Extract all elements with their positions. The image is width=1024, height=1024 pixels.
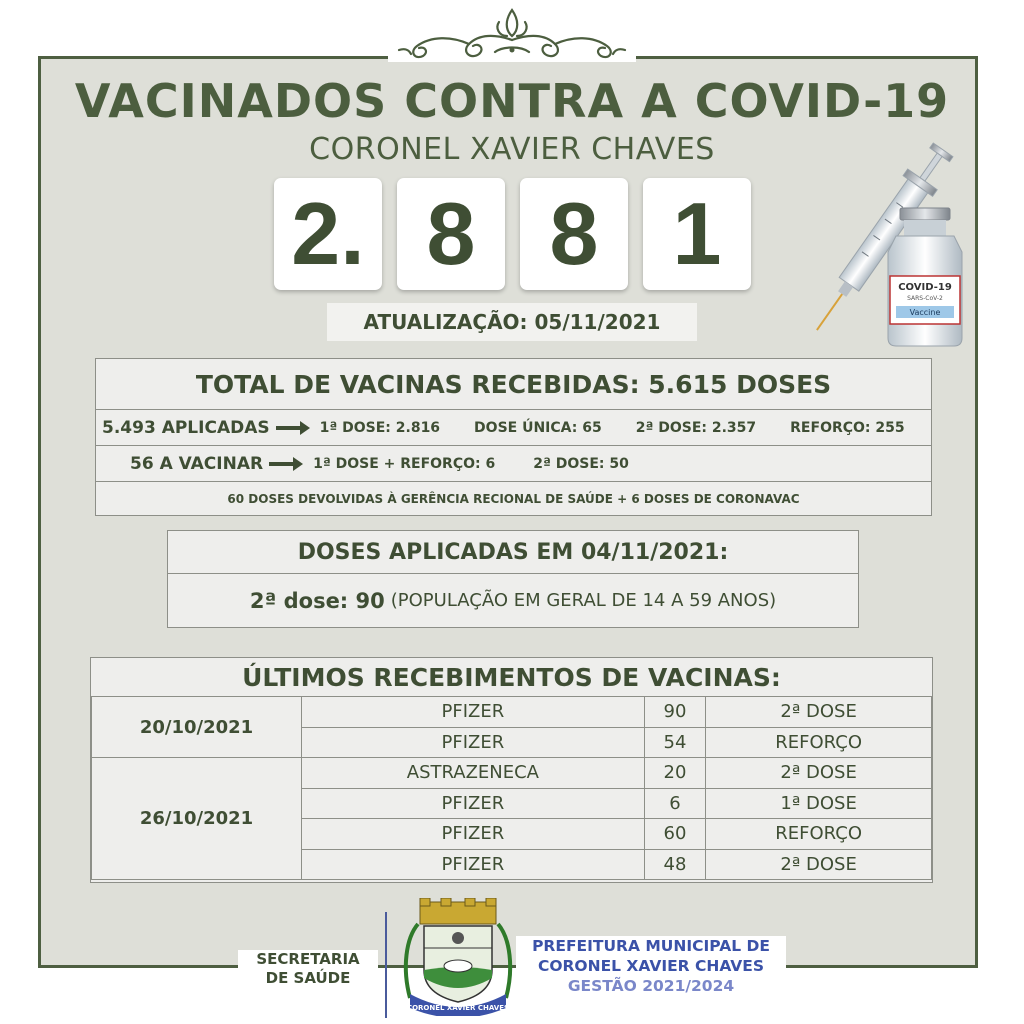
daily-title: DOSES APLICADAS EM 04/11/2021: — [297, 539, 729, 565]
counter-digit-1: 2. — [274, 178, 382, 290]
vaccine-qty: 60 — [644, 819, 705, 850]
vial-label-vaccine: Vaccine — [909, 308, 941, 317]
vaccine-qty: 48 — [644, 849, 705, 880]
pending-label: 56 A VACINAR — [130, 453, 264, 474]
prefeitura-line1: PREFEITURA MUNICIPAL DE — [532, 937, 770, 955]
vaccine-dose: 1ª DOSE — [706, 788, 932, 819]
vaccine-name: PFIZER — [302, 819, 645, 850]
receipt-date: 26/10/2021 — [92, 758, 302, 880]
update-date: ATUALIZAÇÃO: 05/11/2021 — [327, 303, 697, 341]
returned-doses: 60 DOSES DEVOLVIDAS À GERÊNCIA RECIONAL DE SAÚDE + 6 DOSES DE CORONAVAC — [96, 481, 931, 515]
city-name: CORONEL XAVIER CHAVES — [309, 132, 715, 167]
received-title: TOTAL DE VACINAS RECEBIDAS: 5.615 DOSES — [195, 369, 832, 399]
latest-title: ÚLTIMOS RECEBIMENTOS DE VACINAS: — [242, 662, 781, 692]
daily-dose-count: 2ª dose: 90 — [249, 588, 385, 613]
pending-first-booster: 1ª DOSE + REFORÇO: 6 — [313, 455, 496, 472]
vaccine-qty: 90 — [644, 697, 705, 728]
arrow-right-icon — [276, 421, 310, 435]
counter-digit-3: 8 — [520, 178, 628, 290]
applied-first-dose: 1ª DOSE: 2.816 — [319, 419, 441, 436]
vaccine-qty: 54 — [644, 727, 705, 758]
daily-row — [168, 573, 858, 627]
vaccine-qty: 6 — [644, 788, 705, 819]
pending-second-dose: 2ª DOSE: 50 — [533, 455, 629, 472]
city-hall-label — [516, 936, 786, 996]
applied-second-dose: 2ª DOSE: 2.357 — [635, 419, 757, 436]
receipts-table — [91, 696, 932, 880]
vial-label-sars: SARS-CoV-2 — [907, 295, 943, 302]
counter-digit-2: 8 — [397, 178, 505, 290]
vaccine-name: PFIZER — [302, 788, 645, 819]
vaccine-name: PFIZER — [302, 727, 645, 758]
vial-label-covid: COVID-19 — [898, 282, 952, 293]
footer-divider — [385, 912, 387, 1018]
ornament-flourish-icon — [395, 6, 629, 64]
table-row — [92, 758, 932, 789]
vaccine-dose: REFORÇO — [706, 727, 932, 758]
vaccine-dose: 2ª DOSE — [706, 758, 932, 789]
health-department-label — [238, 950, 378, 988]
secretaria-line1: SECRETARIA — [256, 950, 360, 968]
counter-digit-4: 1 — [643, 178, 751, 290]
gestao-period: GESTÃO 2021/2024 — [567, 977, 735, 995]
received-vaccines-box — [95, 358, 932, 516]
vaccine-dose: 2ª DOSE — [706, 849, 932, 880]
receipt-date: 20/10/2021 — [92, 697, 302, 758]
municipal-crest-icon — [396, 898, 520, 1016]
vaccine-name: ASTRAZENECA — [302, 758, 645, 789]
prefeitura-line2: CORONEL XAVIER CHAVES — [537, 957, 765, 975]
arrow-right-icon — [269, 457, 303, 471]
vaccine-dose: 2ª DOSE — [706, 697, 932, 728]
applied-row — [96, 409, 931, 445]
applied-booster: REFORÇO: 255 — [790, 419, 905, 436]
table-row — [92, 697, 932, 728]
crest-city-text: CORONEL XAVIER CHAVES — [406, 1004, 510, 1012]
latest-receipts-box — [90, 657, 933, 883]
daily-doses-box — [167, 530, 859, 628]
pending-row — [96, 445, 931, 481]
vaccine-dose: REFORÇO — [706, 819, 932, 850]
secretaria-line2: DE SAÚDE — [265, 969, 351, 987]
vaccine-name: PFIZER — [302, 697, 645, 728]
vaccine-qty: 20 — [644, 758, 705, 789]
vaccine-syringe-icon — [780, 130, 980, 360]
poster-title: VACINADOS CONTRA A COVID-19 — [74, 74, 950, 128]
applied-label: 5.493 APLICADAS — [102, 417, 270, 438]
applied-single-dose: DOSE ÚNICA: 65 — [474, 419, 602, 436]
vaccine-name: PFIZER — [302, 849, 645, 880]
daily-dose-note: (POPULAÇÃO EM GERAL DE 14 A 59 ANOS) — [390, 590, 777, 611]
